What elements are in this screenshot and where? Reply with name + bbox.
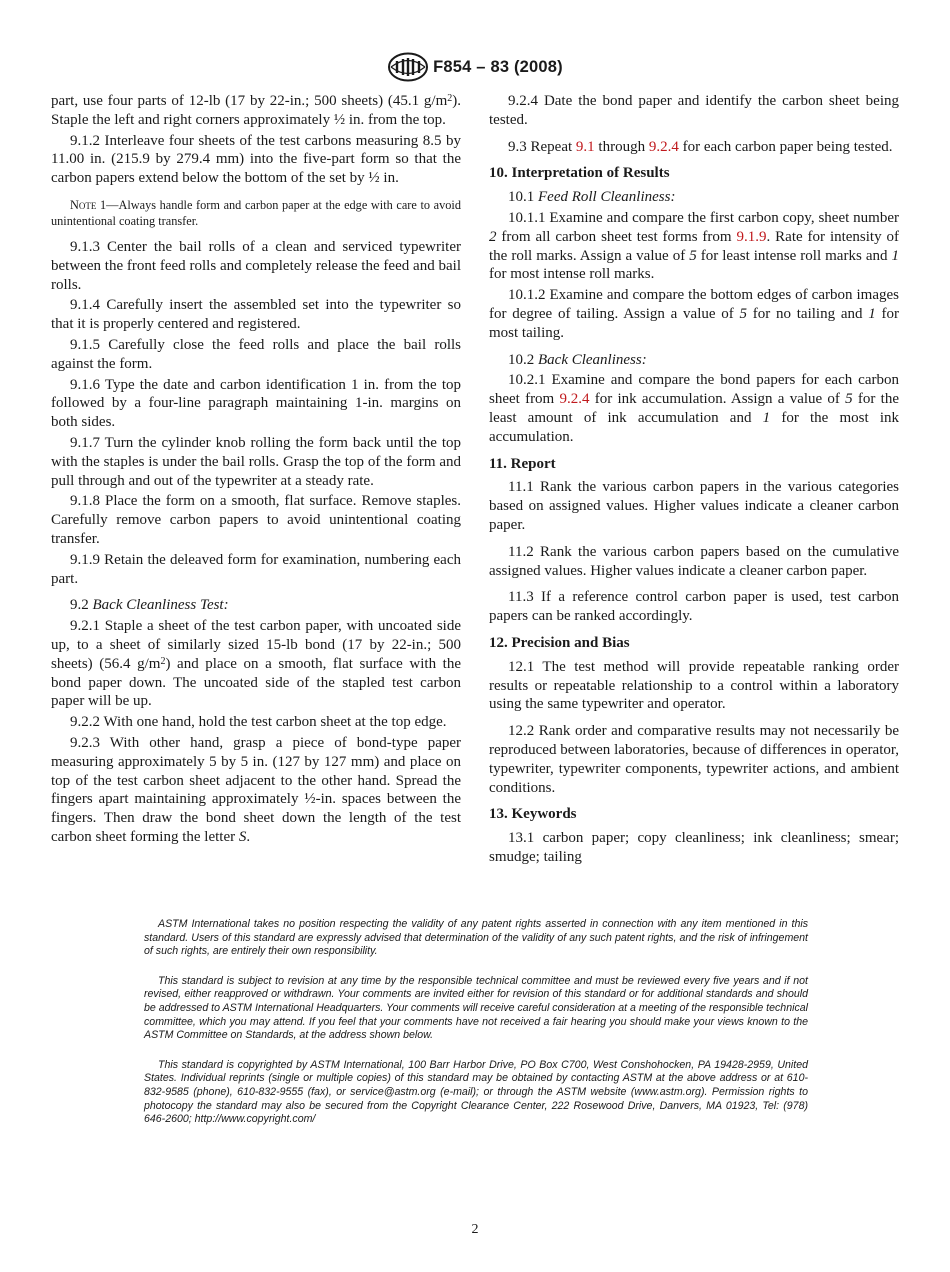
copyright-notice: This standard is copyrighted by ASTM International, 100 Barr Harbor Drive, PO Box C700, West Conshohocken, PA 19428-2959, United States. Individual reprints (single or multiple copies) of this standard may be obtained by contacting ASTM at the above address or at 610-832-9585 (phone), 610-832-9555 (fax), or service@astm.org (e-mail); or through the ASTM website (www.astm.org). Permission rights to photocopy the standard may also be secured from the Copyright Clearance Center, 222 Rosewood Drive, Danvers, MA 01923, Tel: (978) 646-2600; http://www.copyright.com/ [144,1058,808,1126]
paragraph-10-1-2: 10.1.2 Examine and compare the bottom edges of carbon images for degree of tailing. Assign a value of 5 for no tailing and 1 for most tailing. [489,287,899,341]
paragraph-9-2-3: 9.2.3 With other hand, grasp a piece of bond-type paper measuring approximately 5 by 5 in. (127 by 127 mm) and place on top of the test carbon sheet adjacent to the other hand. Spread the fingers apart maintaining approximately ½-in. spaces between the fingers. Then draw the bond sheet down the length of the test carbon sheet forming the letter S. [51,734,461,845]
right-column [489,92,899,869]
left-column [51,92,461,849]
paragraph-9-1-6: 9.1.6 Type the date and carbon identification 1 in. from the top followed by a four-line paragraph maintaining 1-in. margins on both sides. [51,376,461,431]
paragraph-11-3: 11.3 If a reference control carbon paper is used, test carbon papers can be ranked accordingly. [489,589,899,625]
astm-logo-icon [387,52,429,82]
xref-9-1-link[interactable]: 9.1 [575,138,595,155]
section-10-heading: 10. Interpretation of Results [489,165,670,182]
paragraph-10-1-1: 10.1.1 Examine and compare the first carbon copy, sheet number 2 from all carbon sheet test forms from 9.1.9. Rate for intensity of the roll marks. Assign a value of 5 for least intense roll marks and 1 for most intense roll marks. [489,209,900,283]
section-13-heading: 13. Keywords [489,806,577,823]
paragraph-9-1-3: 9.1.3 Center the bail rolls of a clean and serviced typewriter between the front feed rolls and completely release the feed and bail rolls. [51,238,461,293]
paragraph-9-1-9: 9.1.9 Retain the deleaved form for examination, numbering each part. [51,551,461,587]
paragraph-12-2: 12.2 Rank order and comparative results may not necessarily be reproduced between laboratories, because of differences in operator, typewriter, typewriter components, typewriter actions, and ambient conditions. [489,723,899,796]
paragraph-9-3: 9.3 Repeat 9.1 through 9.2.4 for each carbon paper being tested. [508,138,893,155]
standard-designation: F854 – 83 (2008) [433,57,563,76]
paragraph-9-2-2: 9.2.2 With one hand, hold the test carbon sheet at the top edge. [70,714,447,731]
paragraph-9-1-8: 9.1.8 Place the form on a smooth, flat surface. Remove staples. Carefully remove carbon papers to avoid unintentional coating transfer. [51,493,461,547]
paragraph-9-1-5: 9.1.5 Carefully close the feed rolls and place the bail rolls against the form. [51,336,461,372]
page-header [0,52,950,82]
paragraph-9-1-7: 9.1.7 Turn the cylinder knob rolling the form back until the top with the staples is under the bail rolls. Grasp the top of the form and pull through and out of the typewriter at a steady rate. [51,434,461,489]
subsection-10-2: 10.2 Back Cleanliness: [508,351,647,368]
xref-9-2-4-link-2[interactable]: 9.2.4 [559,391,590,408]
subsection-9-2: 9.2 Back Cleanliness Test: [70,597,229,614]
legal-footer [144,918,808,1143]
paragraph-9-2-4: 9.2.4 Date the bond paper and identify the carbon sheet being tested. [489,93,899,128]
paragraph-13-1: 13.1 carbon paper; copy cleanliness; ink cleanliness; smear; smudge; tailing [489,830,899,865]
page-number: 2 [471,1222,479,1237]
xref-9-2-4-link[interactable]: 9.2.4 [648,138,679,155]
note-1: Note 1—Always handle form and carbon paper at the edge with care to avoid unintentional coating transfer. [51,197,461,228]
paragraph-10-2-1: 10.2.1 Examine and compare the bond papers for each carbon sheet from 9.2.4 for ink accumulation. Assign a value of 5 for the least amount of ink accumulation and 1 for the most ink accumulation. [489,372,900,445]
subsection-10-1: 10.1 Feed Roll Cleanliness: [508,189,676,206]
paragraph-9-2-1: 9.2.1 Staple a sheet of the test carbon paper, with uncoated side up, to a sheet of similarly sized 15-lb bond (17 by 22-in.; 500 sheets) (56.4 $g/m^2$) and place on a smooth, flat surface with the bond paper down. The uncoated side of the stapled test carbon paper will be up. [51,618,461,710]
revision-notice: This standard is subject to revision at any time by the responsible technical committee and must be reviewed every five years and if not revised, either reapproved or withdrawn. Your comments are invited either for revision of this standard or for additional standards and should be addressed to ASTM International Headquarters. Your comments will receive careful consideration at a meeting of the responsible technical committee, which you may attend. If you feel that your comments have not received a fair hearing you should make your views known to the ASTM Committee on Standards, at the address shown below. [144,974,808,1042]
paragraph-11-1: 11.1 Rank the various carbon papers in the various categories based on assigned values. Higher values indicate a cleaner carbon paper. [489,479,899,533]
patent-notice: ASTM International takes no position respecting the validity of any patent rights asserted in connection with any item mentioned in this standard. Users of this standard are expressly advised that determination of the validity of any such patent rights, and the risk of infringement of such rights, are entirely their own responsibility. [144,918,808,958]
paragraph-12-1: 12.1 The test method will provide repeatable ranking order results or repeatable relationship to a control within a laboratory using the same typewriter and operator. [489,658,899,713]
xref-9-1-9-link[interactable]: 9.1.9 [736,228,767,245]
paragraph-9-1-2: 9.1.2 Interleave four sheets of the test carbons measuring 8.5 by 11.00 in. (215.9 by 279.4 mm) into the five-part form so that the carbon papers extend below the bottom of the set by ½ in. [51,132,461,187]
section-12-heading: 12. Precision and Bias [489,634,630,651]
paragraph-9-1-4: 9.1.4 Carefully insert the assembled set into the typewriter so that it is properly centered and registered. [51,297,461,333]
section-11-heading: 11. Report [489,455,556,472]
paragraph-11-2: 11.2 Rank the various carbon papers based on the cumulative assigned values. Higher values indicate a cleaner carbon paper. [489,543,899,579]
paragraph-9-1-1-continued: part, use four parts of 12-lb (17 by 22-in.; 500 sheets) (45.1 $g/m^2$). Staple the left and right corners approximately ½ in. from the top. [51,93,461,128]
